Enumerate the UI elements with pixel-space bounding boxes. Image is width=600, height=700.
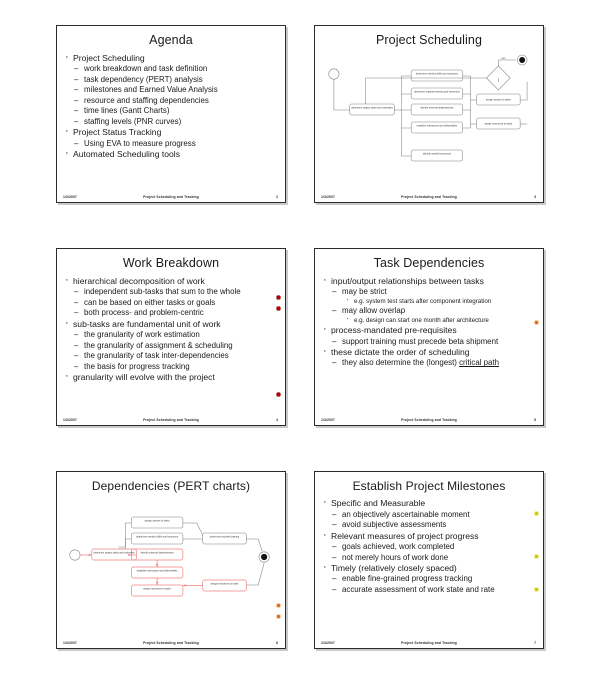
list-item: · granularity will evolve with the project (64, 372, 278, 382)
footer-title: Project Scheduling and Tracking (401, 418, 457, 422)
list-item: · these dictate the order of scheduling (322, 347, 536, 357)
pert-chart-diagram (64, 497, 278, 615)
slide-task-dependencies[interactable] (314, 248, 544, 426)
page-number: 7 (534, 641, 536, 645)
svg-text:establish milestones and deliv: establish milestones and deliverables (136, 569, 178, 573)
footer-title: Project Scheduling and Tracking (401, 195, 457, 199)
slide-footer (315, 637, 543, 646)
page-title: Dependencies (PERT charts) (91, 479, 251, 493)
svg-text:determine project tasks and es: determine project tasks and estimates (93, 551, 135, 555)
footer-date: 1/3/2007 (321, 641, 335, 645)
footer-date: 1/3/2007 (63, 195, 77, 199)
list-item: – may be strict (322, 287, 536, 296)
page-title: Establish Project Milestones (352, 479, 506, 493)
footer-date: 1/3/2007 (321, 195, 335, 199)
slide-body (57, 276, 285, 382)
list-item: – may allow overlap (322, 306, 536, 315)
slide-footer (315, 191, 543, 200)
svg-text:identify needed resources: identify needed resources (422, 152, 452, 156)
svg-text:assign resources to tasks: assign resources to tasks (143, 587, 171, 591)
annotation-marker (277, 615, 280, 618)
list-item: · Specific and Measurable (322, 498, 536, 508)
slide-body (57, 497, 285, 615)
list-item: · Timely (relatively closely spaced) (322, 563, 536, 573)
slide-work-breakdown[interactable] (56, 248, 286, 426)
slide-footer (57, 414, 285, 423)
slide-footer (57, 637, 285, 646)
slide-project-scheduling[interactable] (314, 25, 544, 203)
footer-date: 1/3/2007 (63, 641, 77, 645)
list-item: – support training must precede beta shipment (322, 337, 536, 346)
pert-diagram-svg (64, 497, 278, 615)
footer-title: Project Scheduling and Tracking (143, 641, 199, 645)
decision-label: yes (501, 55, 506, 60)
page-title: Project Scheduling (375, 33, 483, 47)
page-number: 2 (276, 195, 278, 199)
list-item: · process-mandated pre-requisites (322, 325, 536, 335)
slide-footer (57, 191, 285, 200)
slide-agenda[interactable] (56, 25, 286, 203)
list-item: – accurate assessment of work state and rate (322, 585, 536, 594)
footer-date: 1/3/2007 (63, 418, 77, 422)
svg-text:determine needed skills and re: determine needed skills and resources (415, 72, 458, 76)
list-item-text: they also determine the (longest) (342, 358, 460, 368)
page-number: 3 (534, 195, 536, 199)
list-item: · Project Status Tracking (64, 127, 278, 137)
list-item: – the basis for progress tracking (64, 362, 278, 371)
list-item: – milestones and Earned Value Analysis (64, 85, 278, 94)
page-title: Task Dependencies (373, 256, 485, 270)
list-item-critical-path (322, 358, 536, 367)
svg-text:identify external dependencies: identify external dependencies (140, 551, 174, 555)
slide-body (315, 276, 543, 368)
list-item: – goals achieved, work completed (322, 542, 536, 551)
end-node-fill (261, 554, 267, 560)
svg-text:determine needed skills and re: determine needed skills and resources (136, 535, 179, 539)
list-item: · Project Scheduling (64, 53, 278, 63)
slide-grid (50, 25, 550, 649)
svg-text:determine required training: determine required training (209, 535, 240, 539)
svg-text:assign owners to tasks: assign owners to tasks (144, 519, 170, 523)
annotation-marker (277, 393, 280, 396)
list-item: – staffing levels (PNR curves) (64, 117, 278, 126)
critical-path-link[interactable]: critical path (459, 358, 500, 368)
slide-footer (315, 414, 543, 423)
page-number: 6 (276, 641, 278, 645)
page-title: Work Breakdown (122, 256, 220, 270)
list-item: – an objectively ascertainable moment (322, 510, 536, 519)
list-item: · e.g. system test starts after component integration (322, 298, 536, 305)
list-item: – the granularity of task inter-dependencies (64, 351, 278, 360)
page-number: 5 (534, 418, 536, 422)
list-item: – time lines (Gantt Charts) (64, 106, 278, 115)
list-item: – the granularity of assignment & scheduling (64, 341, 278, 350)
list-item: – resource and staffing dependencies (64, 96, 278, 105)
svg-text:assign owners to tasks: assign owners to tasks (485, 98, 511, 102)
list-item: – enable fine-grained progress tracking (322, 574, 536, 583)
list-item: – work breakdown and task definition (64, 64, 278, 73)
page-title: Agenda (149, 33, 193, 47)
footer-date: 1/3/2007 (321, 418, 335, 422)
list-item: – the granularity of work estimation (64, 330, 278, 339)
svg-text:assign resources to tasks: assign resources to tasks (210, 582, 239, 586)
slide-body (315, 52, 543, 170)
list-item: – can be based on either tasks or goals (64, 298, 278, 307)
list-item: – task dependency (PERT) analysis (64, 75, 278, 84)
svg-text:establish milestones and deliv: establish milestones and deliverables (416, 124, 458, 128)
activity-diagram-svg (322, 52, 536, 170)
start-node (70, 550, 80, 560)
list-item: – avoid subjective assessments (322, 520, 536, 529)
footer-title: Project Scheduling and Tracking (143, 195, 199, 199)
svg-text:identify external dependencies: identify external dependencies (420, 106, 454, 110)
slide-body (57, 53, 285, 159)
list-item: · input/output relationships between tasks (322, 276, 536, 286)
list-item: · hierarchical decomposition of work (64, 276, 278, 286)
svg-text:assign resources to tasks: assign resources to tasks (484, 122, 513, 126)
list-item: · sub-tasks are fundamental unit of work (64, 319, 278, 329)
list-item: · e.g. design can start one month after architecture (322, 317, 536, 324)
list-item: – Using EVA to measure progress (64, 139, 278, 148)
end-node-fill (519, 57, 525, 63)
page-number: 4 (276, 418, 278, 422)
uml-activity-diagram (322, 52, 536, 170)
list-item: · Automated Scheduling tools (64, 149, 278, 159)
slide-body (315, 498, 543, 594)
list-item: – not merely hours of work done (322, 553, 536, 562)
slide-establish-milestones[interactable] (314, 471, 544, 649)
start-node (329, 69, 339, 79)
diagram-node-labels (351, 72, 513, 155)
slide-dependencies-pert[interactable] (56, 471, 286, 649)
footer-title: Project Scheduling and Tracking (401, 641, 457, 645)
list-item: – independent sub-tasks that sum to the whole (64, 287, 278, 296)
svg-text:determine required training an: determine required training and resources (414, 90, 460, 94)
svg-text:determine project tasks and es: determine project tasks and estimates (351, 106, 393, 110)
footer-title: Project Scheduling and Tracking (143, 418, 199, 422)
list-item: · Relevant measures of project progress (322, 531, 536, 541)
list-item: – both process- and problem-centric (64, 308, 278, 317)
